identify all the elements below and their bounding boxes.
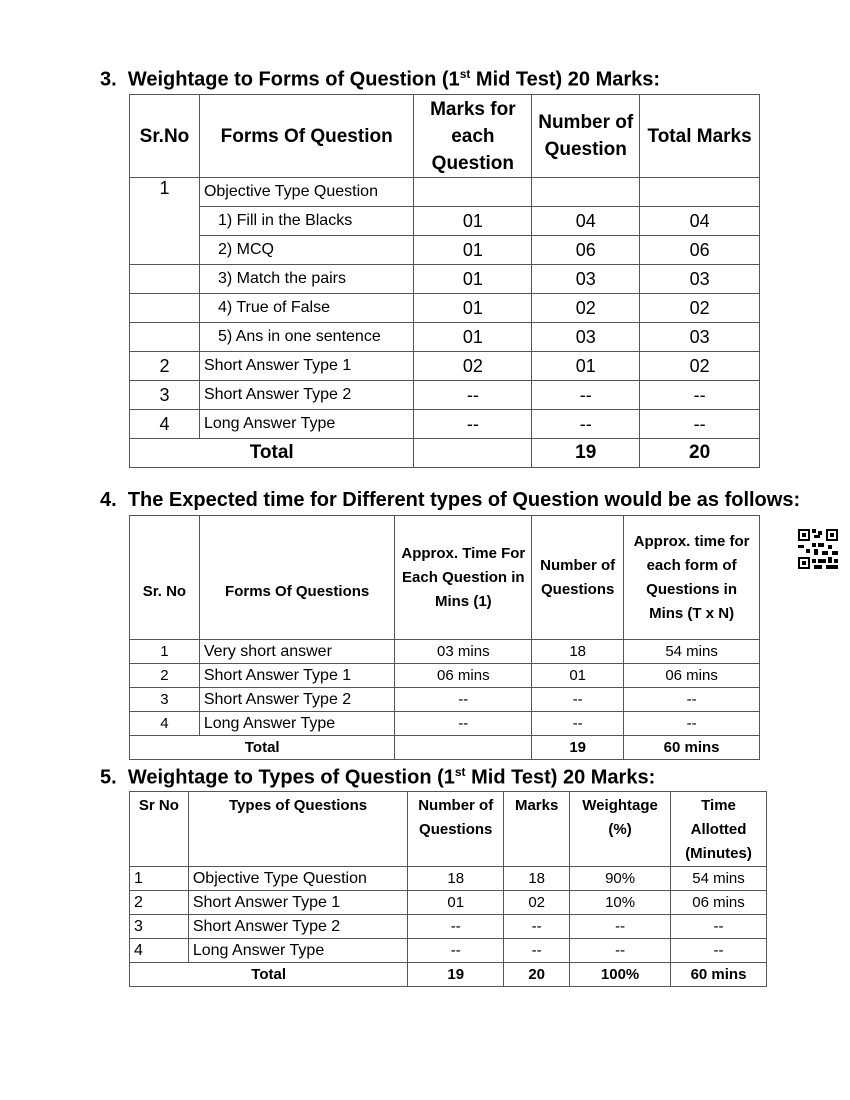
form-cell: Short Answer Type 2 xyxy=(199,381,413,410)
sr-cell: 3 xyxy=(130,688,200,712)
number-cell: 06 xyxy=(532,236,640,265)
form-cell: 2) MCQ xyxy=(199,236,413,265)
header-cell: Forms Of Question xyxy=(199,95,413,178)
header-cell: Sr.No xyxy=(130,95,200,178)
form-cell: Long Answer Type xyxy=(199,712,395,736)
sr-cell: 2 xyxy=(130,352,200,381)
total-number: 19 xyxy=(408,963,504,987)
expected-time-table xyxy=(129,515,760,760)
sr-cell xyxy=(130,236,200,265)
time-cell: -- xyxy=(671,915,767,939)
table-header-row xyxy=(130,516,760,640)
total-row xyxy=(130,963,767,987)
number-cell: 03 xyxy=(532,265,640,294)
title-superscript: st xyxy=(454,765,466,779)
time-cell: 06 mins xyxy=(395,664,532,688)
table-row xyxy=(130,178,760,207)
sr-cell: 4 xyxy=(130,410,200,439)
sr-cell: 2 xyxy=(130,891,189,915)
header-cell: Marks for each Question xyxy=(414,95,532,178)
header-cell: Number of Questions xyxy=(408,792,504,867)
section-number: 4. xyxy=(100,489,117,511)
number-cell: 18 xyxy=(532,640,624,664)
section-title: The Expected time for Different types of Question would be as follows: xyxy=(127,489,801,511)
marks-cell xyxy=(414,178,532,207)
total-cell: 03 xyxy=(640,265,760,294)
header-cell: Approx. Time For Each Question in Mins (1) xyxy=(395,516,532,640)
table-row xyxy=(130,915,767,939)
sr-cell xyxy=(130,207,200,236)
header-cell: Time Allotted (Minutes) xyxy=(671,792,767,867)
form-cell: Very short answer xyxy=(199,640,395,664)
sr-cell xyxy=(130,265,200,294)
sr-cell: 1 xyxy=(130,178,200,207)
total-cell: -- xyxy=(640,381,760,410)
header-cell: Sr. No xyxy=(130,516,200,640)
table-row xyxy=(130,712,760,736)
total-row xyxy=(130,439,760,468)
form-cell: Objective Type Question xyxy=(199,178,413,207)
time-cell: 54 mins xyxy=(671,867,767,891)
form-cell: Short Answer Type 1 xyxy=(199,352,413,381)
marks-cell: 01 xyxy=(414,207,532,236)
sr-cell: 1 xyxy=(130,640,200,664)
total-total: 60 mins xyxy=(624,736,760,760)
section-number: 3. xyxy=(100,68,117,91)
sr-cell: 3 xyxy=(130,915,189,939)
header-cell: Sr No xyxy=(130,792,189,867)
form-cell: 3) Match the pairs xyxy=(199,265,413,294)
total-cell xyxy=(640,178,760,207)
types-of-question-table xyxy=(129,791,767,987)
table-header-row xyxy=(130,792,767,867)
table-row xyxy=(130,410,760,439)
form-cell: 1) Fill in the Blacks xyxy=(199,207,413,236)
type-cell: Short Answer Type 2 xyxy=(188,915,407,939)
number-cell: 18 xyxy=(408,867,504,891)
table-row xyxy=(130,688,760,712)
number-cell: 01 xyxy=(408,891,504,915)
header-cell: Number of Questions xyxy=(532,516,624,640)
total-cell: 02 xyxy=(640,352,760,381)
table-row xyxy=(130,323,760,352)
qr-code-icon xyxy=(798,529,838,569)
form-cell: Short Answer Type 1 xyxy=(199,664,395,688)
marks-cell: 01 xyxy=(414,294,532,323)
table-row xyxy=(130,664,760,688)
table-row xyxy=(130,381,760,410)
sr-cell: 1 xyxy=(130,867,189,891)
table-row xyxy=(130,352,760,381)
total-cell: -- xyxy=(640,410,760,439)
section-5-heading xyxy=(100,765,655,790)
type-cell: Short Answer Type 1 xyxy=(188,891,407,915)
header-cell: Approx. time for each form of Questions in Mins (T x N) xyxy=(624,516,760,640)
header-cell: Number of Question xyxy=(532,95,640,178)
marks-cell: 01 xyxy=(414,265,532,294)
total-cell: -- xyxy=(624,712,760,736)
time-cell: -- xyxy=(395,688,532,712)
total-weight: 100% xyxy=(570,963,671,987)
form-cell: 4) True of False xyxy=(199,294,413,323)
number-cell: -- xyxy=(408,915,504,939)
marks-cell: 02 xyxy=(504,891,570,915)
table-row xyxy=(130,236,760,265)
table-row xyxy=(130,265,760,294)
total-number: 19 xyxy=(532,736,624,760)
form-cell: Long Answer Type xyxy=(199,410,413,439)
total-label: Total xyxy=(130,736,395,760)
section-title: Weightage to Types of Question (1 xyxy=(127,766,455,789)
sr-cell xyxy=(130,323,200,352)
number-cell: 01 xyxy=(532,352,640,381)
total-cell: 54 mins xyxy=(624,640,760,664)
total-marks: 20 xyxy=(504,963,570,987)
number-cell: -- xyxy=(532,688,624,712)
total-time: 60 mins xyxy=(671,963,767,987)
time-cell: 06 mins xyxy=(671,891,767,915)
title-superscript: st xyxy=(459,67,471,81)
total-label: Total xyxy=(130,439,414,468)
sr-cell: 2 xyxy=(130,664,200,688)
section-title: Weightage to Forms of Question (1 xyxy=(127,68,460,91)
table-row xyxy=(130,891,767,915)
marks-cell: -- xyxy=(504,915,570,939)
table-row xyxy=(130,640,760,664)
marks-cell: -- xyxy=(504,939,570,963)
time-cell: -- xyxy=(671,939,767,963)
total-number: 19 xyxy=(532,439,640,468)
marks-cell: 02 xyxy=(414,352,532,381)
total-total: 20 xyxy=(640,439,760,468)
total-cell: 04 xyxy=(640,207,760,236)
total-cell: 06 xyxy=(640,236,760,265)
form-cell: 5) Ans in one sentence xyxy=(199,323,413,352)
section-4-heading xyxy=(100,489,800,512)
header-cell: Forms Of Questions xyxy=(199,516,395,640)
time-cell: -- xyxy=(395,712,532,736)
section-title-end: Mid Test) 20 Marks: xyxy=(465,766,656,789)
weight-cell: 90% xyxy=(570,867,671,891)
type-cell: Objective Type Question xyxy=(188,867,407,891)
total-cell: -- xyxy=(624,688,760,712)
marks-cell: 01 xyxy=(414,323,532,352)
header-cell: Weightage (%) xyxy=(570,792,671,867)
total-row xyxy=(130,736,760,760)
number-cell: 03 xyxy=(532,323,640,352)
weight-cell: -- xyxy=(570,915,671,939)
table-header-row xyxy=(130,95,760,178)
total-cell: 06 mins xyxy=(624,664,760,688)
sr-cell: 4 xyxy=(130,712,200,736)
section-number: 5. xyxy=(100,766,117,789)
number-cell: -- xyxy=(408,939,504,963)
table-row xyxy=(130,207,760,236)
number-cell xyxy=(532,178,640,207)
number-cell: -- xyxy=(532,712,624,736)
table-row xyxy=(130,939,767,963)
header-cell: Types of Questions xyxy=(188,792,407,867)
number-cell: -- xyxy=(532,410,640,439)
number-cell: 02 xyxy=(532,294,640,323)
time-cell: 03 mins xyxy=(395,640,532,664)
table-row xyxy=(130,867,767,891)
type-cell: Long Answer Type xyxy=(188,939,407,963)
header-cell: Marks xyxy=(504,792,570,867)
sr-cell: 3 xyxy=(130,381,200,410)
total-cell: 02 xyxy=(640,294,760,323)
header-cell: Total Marks xyxy=(640,95,760,178)
sr-cell xyxy=(130,294,200,323)
total-marks xyxy=(414,439,532,468)
table-row xyxy=(130,294,760,323)
form-cell: Short Answer Type 2 xyxy=(199,688,395,712)
forms-of-question-table xyxy=(129,94,760,468)
marks-cell: -- xyxy=(414,410,532,439)
marks-cell: 18 xyxy=(504,867,570,891)
total-time xyxy=(395,736,532,760)
section-title-end: Mid Test) 20 Marks: xyxy=(470,68,661,91)
marks-cell: 01 xyxy=(414,236,532,265)
number-cell: 04 xyxy=(532,207,640,236)
section-3-heading xyxy=(100,67,660,92)
marks-cell: -- xyxy=(414,381,532,410)
weight-cell: -- xyxy=(570,939,671,963)
total-label: Total xyxy=(130,963,408,987)
number-cell: -- xyxy=(532,381,640,410)
sr-cell: 4 xyxy=(130,939,189,963)
total-cell: 03 xyxy=(640,323,760,352)
number-cell: 01 xyxy=(532,664,624,688)
weight-cell: 10% xyxy=(570,891,671,915)
